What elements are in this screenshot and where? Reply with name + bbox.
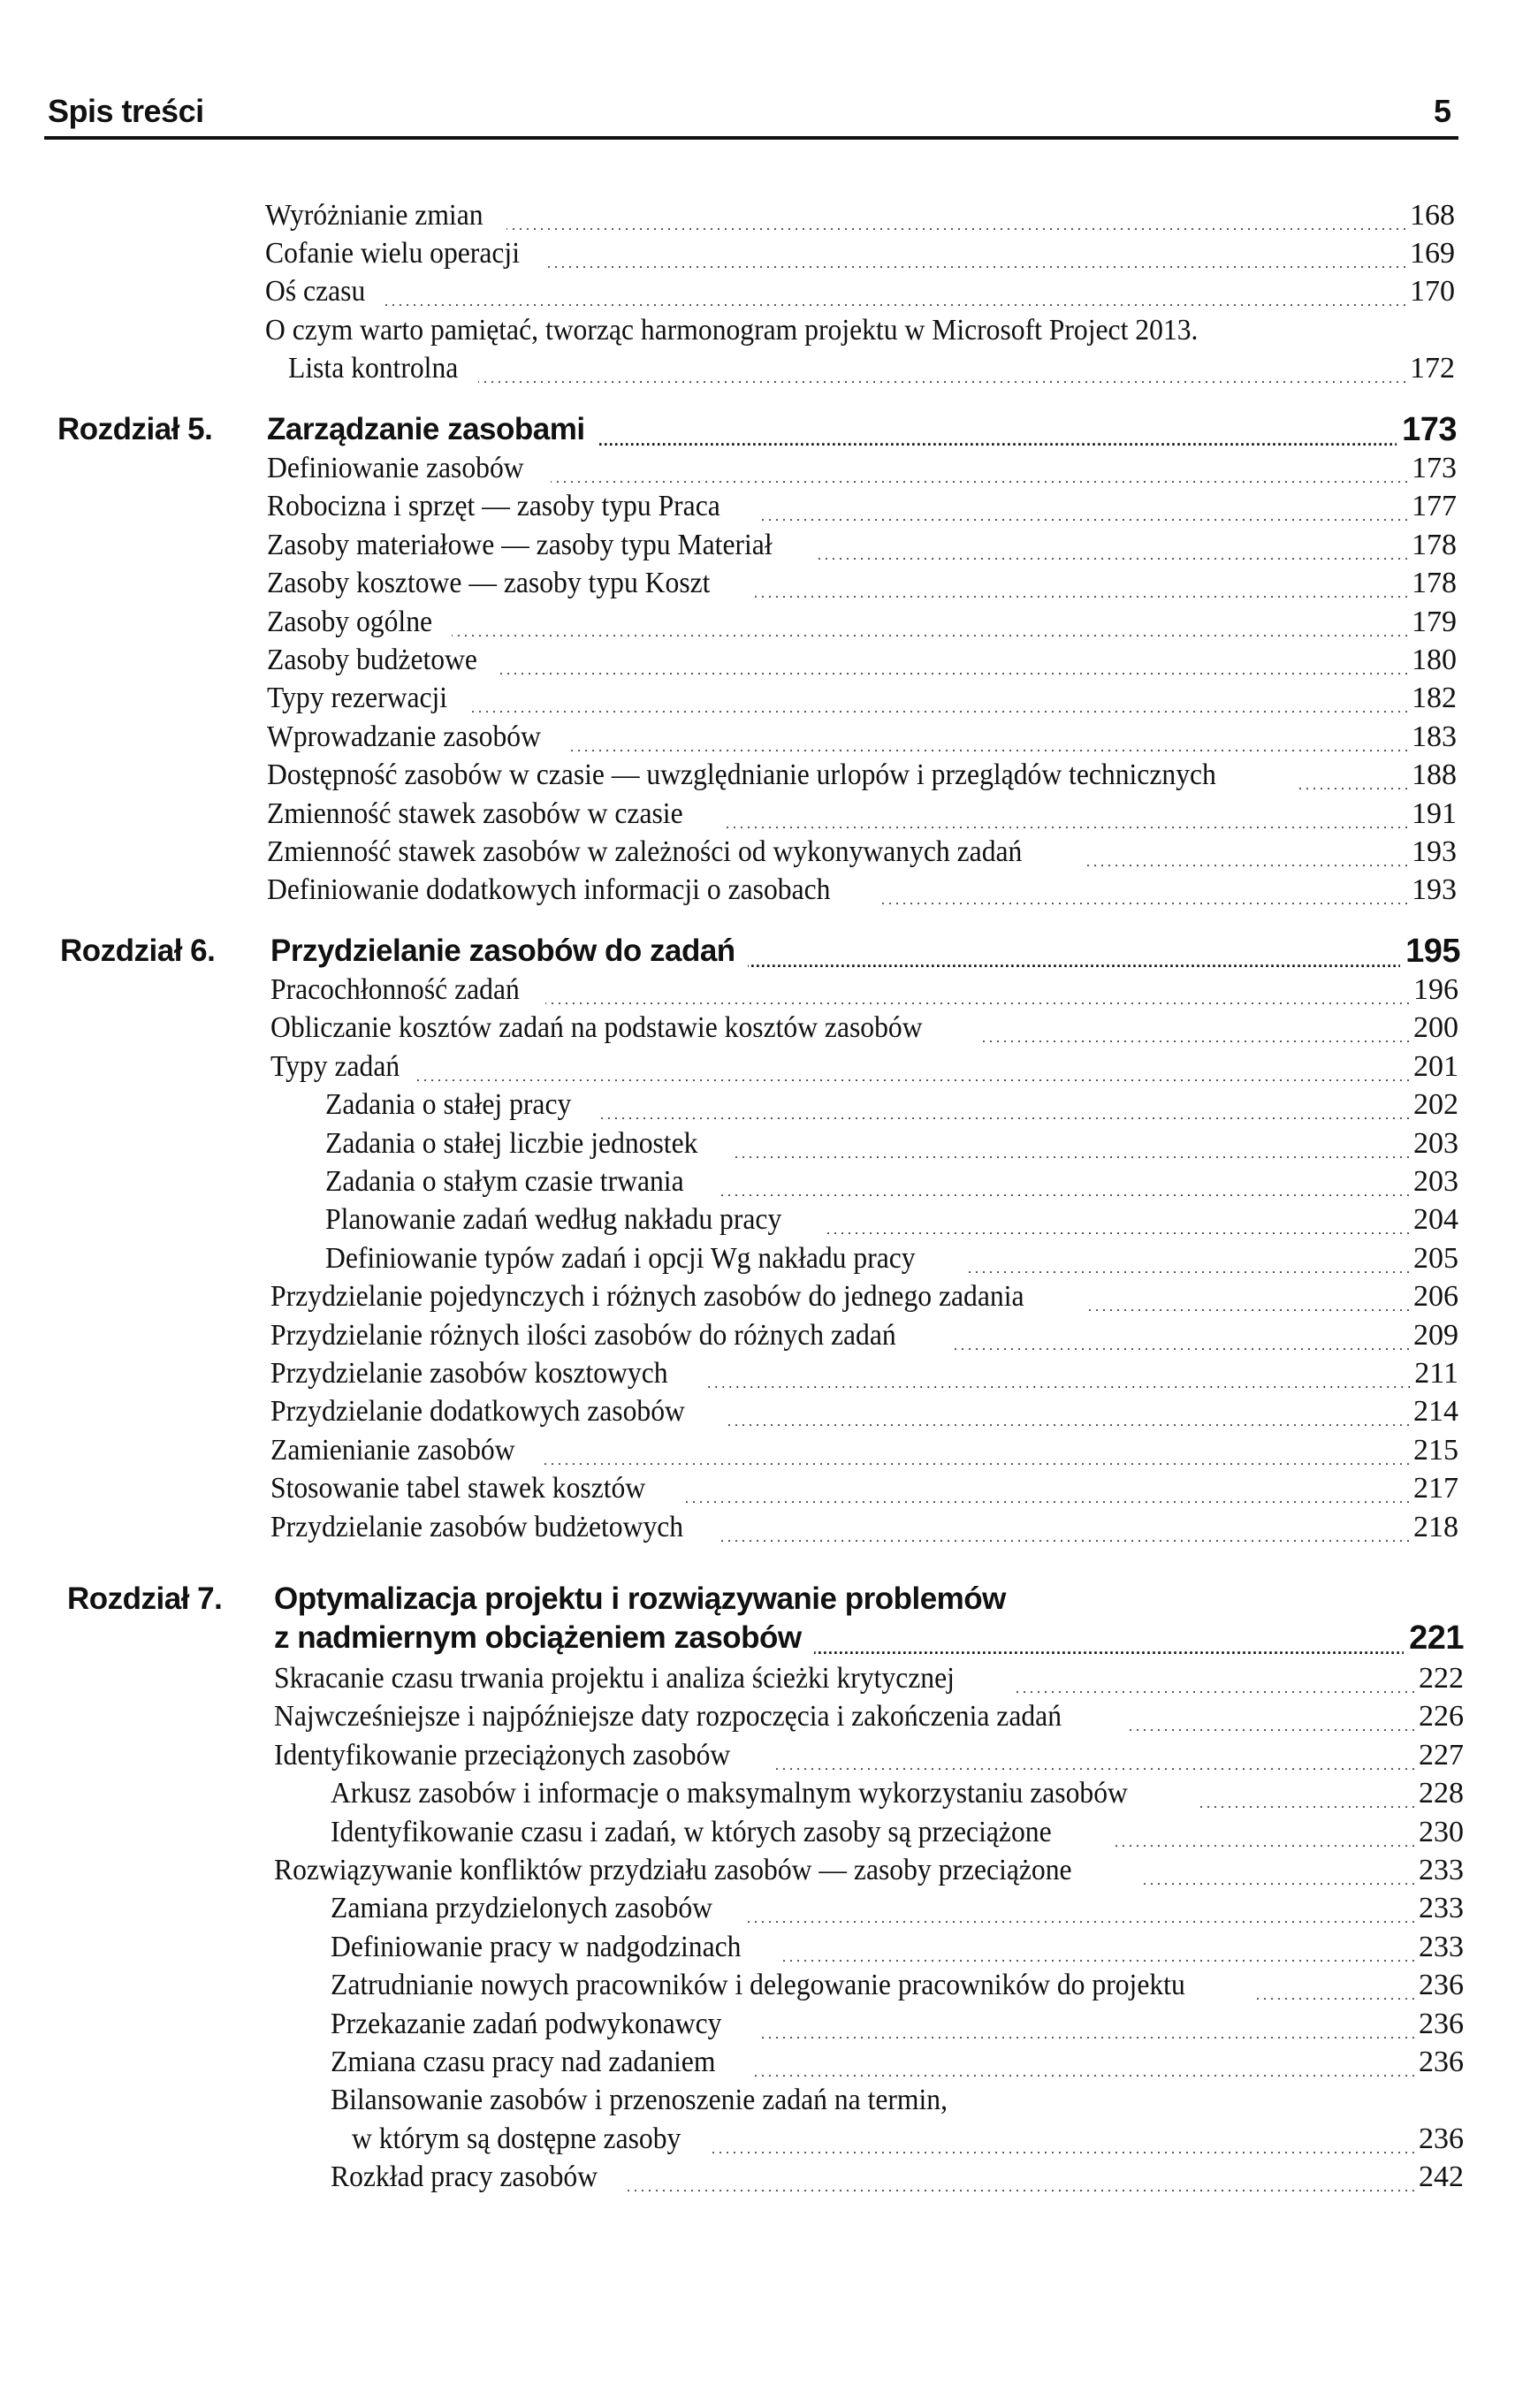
entry-title: Robocizna i sprzęt — zasoby typu Praca [267,490,720,523]
dot-leader [478,349,1406,388]
entry-title: Zatrudnianie nowych pracowników i delegowanie pracowników do projektu [331,1969,1185,2002]
entry-title-line1: Bilansowanie zasobów i przenoszenie zadań na termin, [331,2084,948,2117]
entry-title: Rozwiązywanie konfliktów przydziału zasobów — zasoby przeciążone [274,1854,1072,1886]
chapter-label: Rozdział 7. [67,1581,223,1616]
entry-page: 227 [1419,1738,1464,1772]
dot-leader [1139,1851,1415,1890]
entry-title: Identyfikowanie czasu i zadań, w których zasoby są przeciążone [331,1815,1052,1848]
dot-leader [779,1928,1415,1967]
chapter-heading[interactable] [270,930,1460,972]
dot-leader [380,272,1406,311]
entry-page: 203 [1413,1165,1458,1198]
entry-page: 196 [1413,973,1458,1006]
entry-title: Zasoby materiałowe — zasoby typu Materiał [267,528,773,561]
entry-title: Rozkład pracy zasobów [331,2160,598,2194]
entry-title: Oś czasu [265,275,366,308]
dot-leader [721,1508,1410,1547]
entry-title: Lista kontrolna [288,352,459,385]
dot-leader [723,1392,1410,1431]
toc-entry[interactable] [267,871,1457,910]
toc-entry[interactable] [270,1009,1458,1048]
toc-entry[interactable] [325,1086,1458,1124]
entry-title: Skracanie czasu trwania projektu i analiza ścieżki krytycznej [274,1662,955,1695]
toc-entry[interactable] [267,718,1457,757]
entry-title: Definiowanie zasobów [267,452,524,484]
entry-title: Cofanie wielu operacji [265,237,520,270]
toc-entry[interactable] [267,833,1457,872]
dot-leader [568,718,1408,757]
dot-leader [625,2158,1415,2197]
entry-page: 203 [1413,1126,1458,1160]
dot-leader [500,641,1408,680]
entry-page: 228 [1419,1777,1464,1810]
toc-entry[interactable] [265,272,1455,311]
entry-page: 193 [1412,873,1457,907]
dot-leader [950,1316,1410,1355]
dot-leader [1257,1966,1415,2005]
entry-page: 214 [1413,1395,1458,1429]
dot-leader [1013,1659,1415,1698]
entry-title: Zadania o stałej pracy [325,1088,572,1122]
entry-title-line1: O czym warto pamiętać, tworząc harmonogram projektu w Microsoft Project 2013. [265,314,1199,347]
entry-page: 233 [1419,1930,1464,1963]
toc-entry[interactable] [270,1469,1458,1508]
entry-title: Przydzielanie zasobów kosztowych [270,1357,668,1390]
toc-entry-line1[interactable] [331,2081,994,2120]
toc-entry[interactable] [270,1392,1458,1431]
toc-entry[interactable] [267,487,1457,526]
entry-page: 169 [1410,237,1455,270]
dot-leader [758,2005,1415,2044]
entry-title: Arkusz zasobów i informacje o maksymalnym wykorzystaniu zasobów [331,1777,1128,1810]
toc-entry[interactable] [331,2158,1464,2197]
entry-page: 211 [1414,1357,1458,1390]
toc-entry[interactable] [325,1162,1458,1201]
chapter-page: 195 [1405,933,1460,970]
entry-page: 206 [1413,1280,1458,1314]
entry-title: Planowanie zadań według nakładu pracy [325,1203,782,1237]
dot-leader [772,1736,1415,1775]
entry-page: 233 [1419,1854,1464,1886]
entry-title: Identyfikowanie przeciążonych zasobów [274,1738,731,1772]
entry-page: 204 [1413,1203,1458,1237]
toc-entry[interactable] [267,449,1457,488]
dot-leader [718,1162,1410,1201]
toc-entry[interactable] [274,1736,1464,1775]
dot-leader [704,1354,1411,1393]
toc-entry[interactable] [267,795,1457,834]
dot-leader [416,1048,1410,1086]
toc-entry[interactable] [352,2120,1464,2159]
entry-title: Obliczanie kosztów zadań na podstawie kosztów zasobów [270,1011,923,1045]
entry-page: 177 [1412,490,1457,523]
dot-leader [978,1009,1410,1048]
entry-page: 222 [1419,1662,1464,1695]
toc-entry[interactable] [267,641,1457,680]
entry-page: 226 [1419,1700,1464,1734]
dot-leader [818,526,1408,565]
toc-entry[interactable] [265,196,1455,235]
dot-leader [712,2120,1415,2159]
dot-leader [1086,833,1408,872]
entry-title: Przydzielanie pojedynczych i różnych zasobów do jednego zadania [270,1280,1024,1314]
entry-page: 180 [1412,644,1457,676]
dot-leader [546,234,1406,273]
chapter-page: 173 [1402,411,1457,448]
dot-leader [761,487,1408,526]
dot-leader [540,1431,1410,1470]
toc-entry-line1[interactable] [265,311,1268,350]
entry-page: 202 [1413,1088,1458,1122]
entry-title: Dostępność zasobów w czasie — uwzględnianie urlopów i przeglądów technicznych [267,758,1216,792]
entry-page: 179 [1412,605,1457,638]
toc-entry[interactable] [325,1200,1458,1239]
entry-title: Definiowanie typów zadań i opcji Wg nakładu pracy [325,1241,916,1275]
entry-title: Przydzielanie zasobów budżetowych [270,1510,684,1543]
entry-page: 217 [1413,1472,1458,1505]
entry-page: 182 [1412,682,1457,715]
toc-entry[interactable] [274,1851,1464,1890]
entry-title: Stosowanie tabel stawek kosztów [270,1472,646,1505]
dot-leader [750,564,1408,603]
entry-page: 172 [1410,352,1455,385]
entry-title: Typy rezerwacji [267,682,448,715]
dot-leader [733,1124,1410,1163]
dot-leader [545,971,1410,1010]
entry-title: Zasoby ogólne [267,605,433,638]
entry-page: 178 [1412,528,1457,561]
chapter-label: Rozdział 5. [57,412,213,446]
entry-page: 209 [1413,1318,1458,1352]
entry-title: Zmiana czasu pracy nad zadaniem [331,2046,716,2078]
toc-entry[interactable] [331,1813,1464,1852]
dot-leader [1195,1774,1415,1813]
dot-leader [506,196,1406,235]
chapter-heading[interactable] [267,408,1457,451]
page-header [48,85,1458,147]
entry-page: 236 [1419,2122,1464,2155]
toc-entry[interactable] [325,1124,1458,1163]
entry-title: Zadania o stałym czasie trwania [325,1165,684,1198]
entry-title: Zasoby budżetowe [267,644,477,676]
toc-entry[interactable] [270,1277,1458,1316]
dot-leader [1128,1697,1415,1736]
dot-leader [748,930,1400,972]
entry-title: Zasoby kosztowe — zasoby typu Koszt [267,567,711,600]
entry-title: Zmienność stawek zasobów w zależności od wykonywanych zadań [267,835,1023,868]
chapter-page: 221 [1409,1619,1464,1657]
entry-title: Przekazanie zadań podwykonawcy [331,2007,722,2040]
toc-entry[interactable] [265,234,1455,273]
toc-entry[interactable] [270,1354,1458,1393]
entry-page: 183 [1412,720,1457,753]
entry-title: w którym są dostępne zasoby [352,2122,681,2155]
toc-entry[interactable] [267,526,1457,565]
chapter-title: Zarządzanie zasobami [267,412,585,446]
chapter-heading[interactable] [274,1617,1464,1659]
toc-entry[interactable] [288,349,1455,388]
dot-leader [597,1086,1410,1124]
toc-entry[interactable] [270,971,1458,1010]
toc-entry[interactable] [331,1774,1464,1813]
entry-page: 193 [1412,835,1457,868]
entry-page: 233 [1419,1892,1464,1925]
toc-entry[interactable] [331,2043,1464,2082]
chapter-title: Przydzielanie zasobów do zadań [270,933,735,968]
dot-leader [1295,756,1408,795]
dot-leader [452,603,1408,642]
entry-page: 236 [1419,2007,1464,2040]
chapter-title: z nadmiernym obciążeniem zasobów [274,1620,802,1655]
entry-title: Zmienność stawek zasobów w czasie [267,796,683,830]
entry-page: 173 [1412,452,1457,484]
entry-page: 188 [1412,758,1457,792]
toc-entry[interactable] [331,1889,1464,1928]
toc-entry[interactable] [270,1431,1458,1470]
toc-entry[interactable] [267,679,1457,718]
entry-title: Zadania o stałej liczbie jednostek [325,1126,698,1160]
dot-leader [598,408,1397,451]
toc-entry[interactable] [331,1966,1464,2005]
entry-page: 201 [1413,1049,1458,1083]
entry-title: Typy zadań [270,1049,400,1083]
dot-leader [681,1469,1410,1508]
entry-page: 236 [1419,2046,1464,2078]
dot-leader [823,1200,1410,1239]
toc-entry[interactable] [274,1697,1464,1736]
entry-title: Przydzielanie różnych ilości zasobów do różnych zadań [270,1318,896,1352]
entry-page: 242 [1419,2160,1464,2194]
dot-leader [879,871,1408,910]
toc-entry[interactable] [274,1659,1464,1698]
entry-page: 205 [1413,1241,1458,1275]
header-rule [44,136,1458,140]
dot-leader [748,1889,1415,1928]
dot-leader [551,449,1408,488]
entry-title: Wprowadzanie zasobów [267,720,541,753]
entry-page: 218 [1413,1510,1458,1543]
entry-title: Zamienianie zasobów [270,1433,515,1467]
running-header-title: Spis treści [48,93,204,129]
entry-title: Zamiana przydzielonych zasobów [331,1892,712,1925]
entry-page: 168 [1410,199,1455,232]
toc-entry[interactable] [270,1508,1458,1547]
toc-entry[interactable] [331,2005,1464,2044]
dot-leader [468,679,1408,718]
entry-page: 236 [1419,1969,1464,2002]
toc-entry[interactable] [270,1048,1458,1086]
entry-page: 230 [1419,1815,1464,1848]
dot-leader [1113,1813,1415,1852]
dot-leader [721,795,1408,834]
toc-entry[interactable] [267,756,1457,795]
page-number: 5 [1433,93,1451,129]
dot-leader [751,2043,1415,2082]
chapter-title-line1: Optymalizacja projektu i rozwiązywanie problemów [274,1581,1006,1616]
entry-title: Przydzielanie dodatkowych zasobów [270,1395,685,1429]
toc-entry[interactable] [325,1239,1458,1278]
toc-entry[interactable] [270,1316,1458,1355]
toc-entry[interactable] [267,603,1457,642]
toc-entry[interactable] [331,1928,1464,1967]
chapter-label: Rozdział 6. [60,933,216,968]
entry-page: 200 [1413,1011,1458,1045]
entry-title: Wyróżnianie zmian [265,199,483,232]
dot-leader [1088,1277,1410,1316]
entry-page: 170 [1410,275,1455,308]
dot-leader [814,1617,1404,1659]
toc-entry[interactable] [267,564,1457,603]
entry-title: Pracochłonność zadań [270,973,520,1006]
entry-title: Najwcześniejsze i najpóźniejsze daty rozpoczęcia i zakończenia zadań [274,1700,1062,1734]
dot-leader [967,1239,1410,1278]
entry-page: 215 [1413,1433,1458,1467]
entry-title: Definiowanie dodatkowych informacji o zasobach [267,873,831,907]
entry-page: 178 [1412,567,1457,600]
entry-title: Definiowanie pracy w nadgodzinach [331,1930,742,1963]
entry-page: 191 [1412,796,1457,830]
